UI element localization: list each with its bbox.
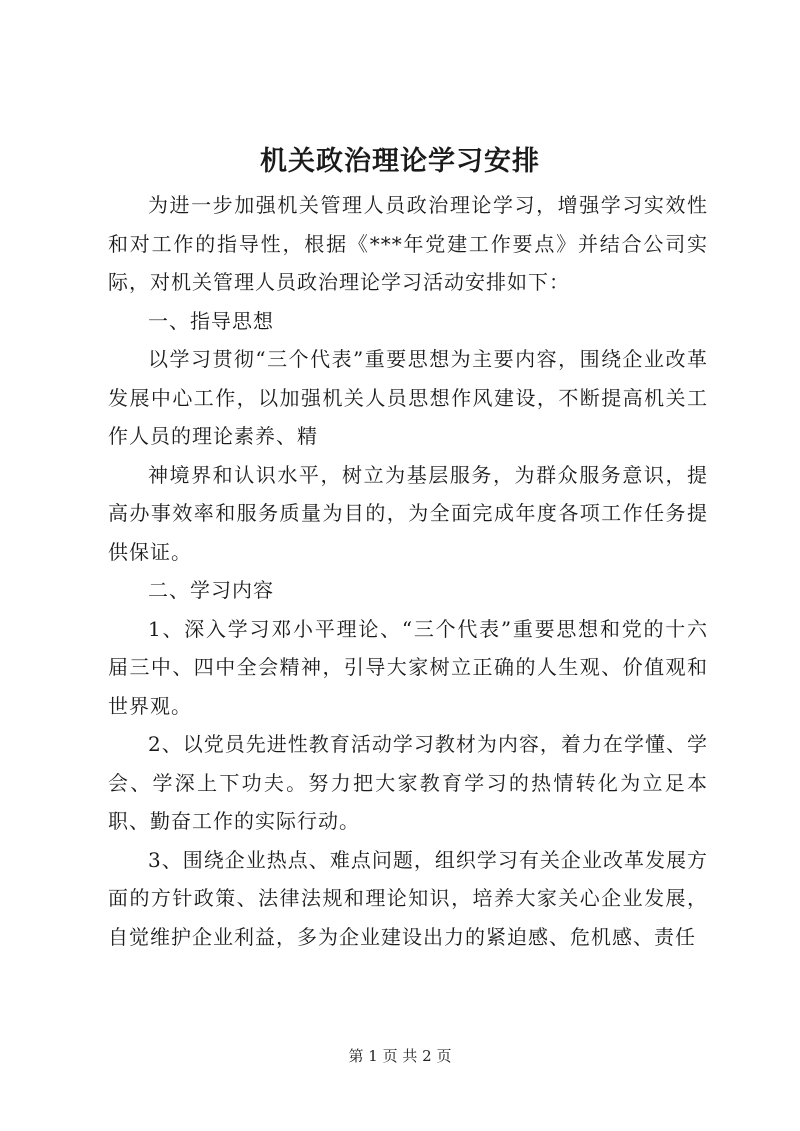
page-footer: 第 1 页 共 2 页 bbox=[348, 1047, 452, 1065]
paragraph-item-1: 1、深入学习邓小平理论、“三个代表”重要思想和党的十六届三中、四中全会精神，引导大家树立正确的人生观、价值观和世界观。 bbox=[108, 616, 708, 718]
section-heading-study-content: 二、学习内容 bbox=[148, 578, 274, 602]
paragraph-guiding-ideology-1: 以学习贯彻“三个代表”重要思想为主要内容，围绕企业改革发展中心工作，以加强机关人员思想作风建设，不断提高机关工作人员的理论素养、精 bbox=[108, 347, 708, 448]
paragraph-item-2: 2、以党员先进性教育活动学习教材为内容，着力在学懂、学会、学深上下功夫。努力把大家教育学习的热情转化为立足本职、勤奋工作的实际行动。 bbox=[108, 732, 708, 833]
paragraph-guiding-ideology-2: 神境界和认识水平，树立为基层服务，为群众服务意识，提高办事效率和服务质量为目的，为全面完成年度各项工作任务提供保证。 bbox=[108, 462, 708, 564]
paragraph-item-3: 3、围绕企业热点、难点问题，组织学习有关企业改革发展方面的方针政策、法律法规和理论知识，培养大家关心企业发展，自觉维护企业利益，多为企业建设出力的紧迫感、危机感、责任 bbox=[108, 847, 708, 949]
paragraph-intro: 为进一步加强机关管理人员政治理论学习，增强学习实效性和对工作的指导性，根据《***年党建工作要点》并结合公司实际，对机关管理人员政治理论学习活动安排如下： bbox=[108, 193, 708, 294]
section-heading-guiding-ideology: 一、指导思想 bbox=[148, 308, 274, 333]
document-title: 机关政治理论学习安排 bbox=[260, 146, 540, 177]
document-body bbox=[108, 186, 708, 956]
